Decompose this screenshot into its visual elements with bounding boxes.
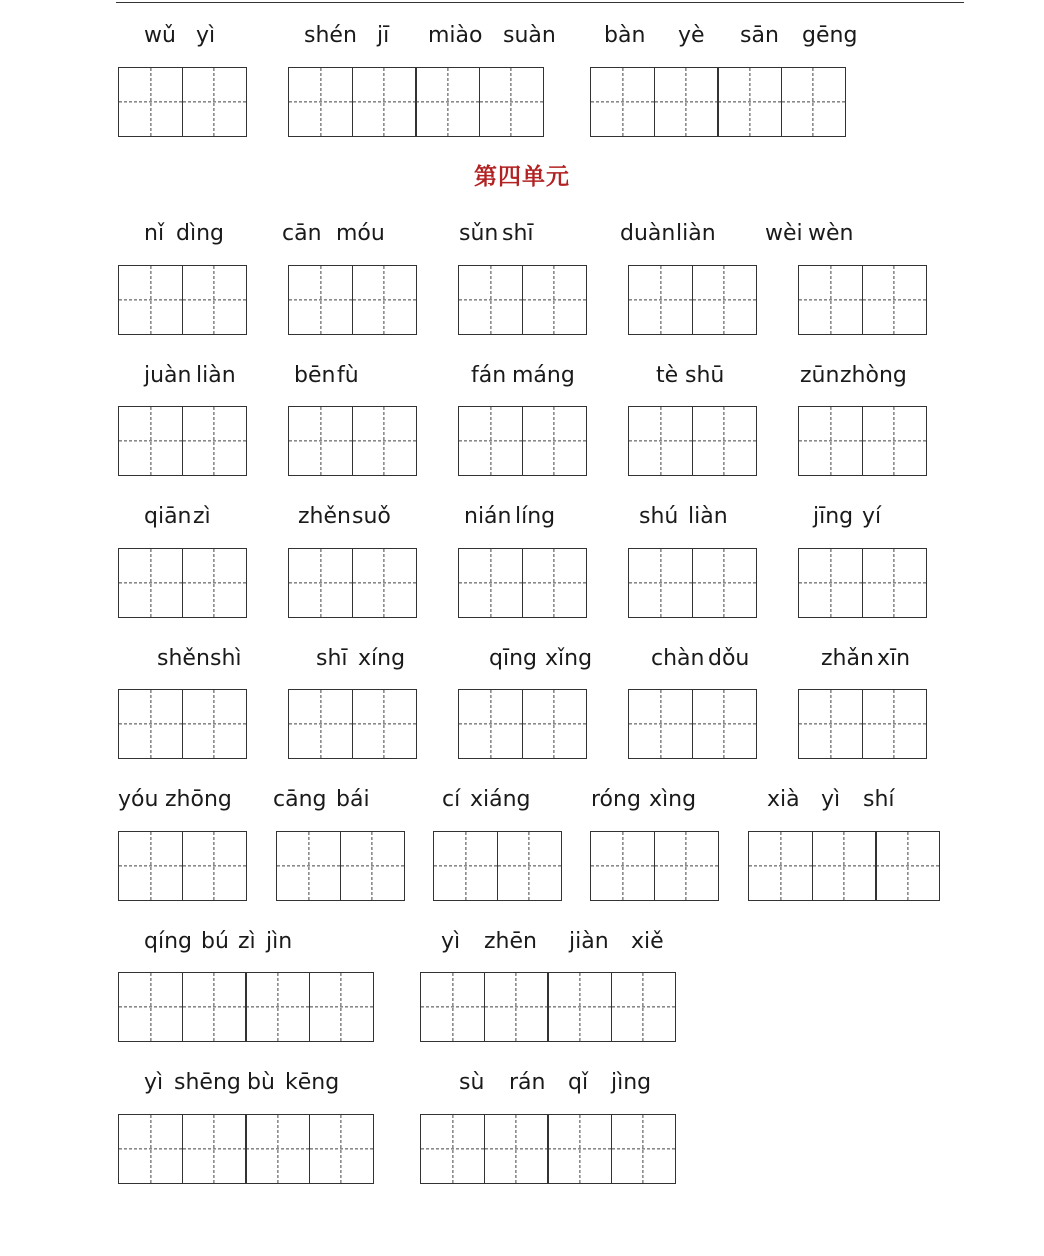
pinyin-syllable: shěn xyxy=(157,646,210,671)
pinyin-syllable: chàn xyxy=(651,646,705,671)
tianzige-writing-cell[interactable] xyxy=(611,972,676,1042)
pinyin-syllable: dìng xyxy=(176,221,224,246)
pinyin-syllable: shì xyxy=(210,646,242,671)
pinyin-syllable: cān xyxy=(282,221,322,246)
pinyin-syllable: yè xyxy=(678,23,705,48)
tianzige-writing-cell[interactable] xyxy=(352,265,417,335)
tianzige-writing-cell[interactable] xyxy=(182,548,247,618)
pinyin-syllable: suàn xyxy=(503,23,556,48)
tianzige-writing-cell[interactable] xyxy=(245,972,310,1042)
tianzige-writing-cell[interactable] xyxy=(458,265,523,335)
tianzige-writing-cell[interactable] xyxy=(182,689,247,759)
character-box-group xyxy=(288,689,417,759)
pinyin-syllable: xíng xyxy=(358,646,406,671)
pinyin-syllable: nǐ xyxy=(144,221,165,246)
pinyin-syllable: yì xyxy=(196,23,216,48)
pinyin-syllable: jìn xyxy=(266,929,293,954)
pinyin-syllable: móu xyxy=(336,221,385,246)
pinyin-syllable: bú xyxy=(201,929,229,954)
pinyin-syllable: liàn xyxy=(688,504,728,529)
pinyin-syllable: yí xyxy=(862,504,882,529)
tianzige-writing-cell[interactable] xyxy=(522,265,587,335)
tianzige-writing-cell[interactable] xyxy=(415,67,480,137)
top-divider xyxy=(116,2,964,3)
pinyin-syllable: bàn xyxy=(604,23,646,48)
character-box-group xyxy=(433,831,562,901)
tianzige-writing-cell[interactable] xyxy=(182,1114,247,1184)
pinyin-syllable: qīng xyxy=(489,646,537,671)
tianzige-writing-cell[interactable] xyxy=(420,972,485,1042)
pinyin-syllable: dǒu xyxy=(708,646,750,671)
tianzige-writing-cell[interactable] xyxy=(590,67,655,137)
tianzige-writing-cell[interactable] xyxy=(182,67,247,137)
tianzige-writing-cell[interactable] xyxy=(288,548,353,618)
character-box-group xyxy=(590,831,719,901)
pinyin-syllable: liàn xyxy=(676,221,716,246)
pinyin-syllable: shēng xyxy=(174,1070,241,1095)
pinyin-syllable: líng xyxy=(515,504,556,529)
character-box-group xyxy=(118,67,247,137)
pinyin-syllable: wǔ xyxy=(144,23,176,48)
character-box-group xyxy=(628,548,757,618)
pinyin-syllable: zhǎn xyxy=(821,646,874,671)
pinyin-syllable: jiàn xyxy=(569,929,609,954)
tianzige-writing-cell[interactable] xyxy=(420,1114,485,1184)
pinyin-syllable: xiě xyxy=(631,929,664,954)
pinyin-syllable: wèi xyxy=(765,221,803,246)
pinyin-syllable: zhòng xyxy=(840,363,907,388)
tianzige-writing-cell[interactable] xyxy=(628,265,693,335)
character-box-group xyxy=(458,689,587,759)
tianzige-writing-cell[interactable] xyxy=(245,1114,310,1184)
pinyin-syllable: jī xyxy=(377,23,390,48)
section-title: 第四单元 xyxy=(474,164,570,190)
tianzige-writing-cell[interactable] xyxy=(118,831,183,901)
pinyin-syllable: shén xyxy=(304,23,357,48)
pinyin-syllable: bēn xyxy=(294,363,336,388)
tianzige-writing-cell[interactable] xyxy=(352,406,417,476)
pinyin-syllable: bái xyxy=(336,787,370,812)
tianzige-writing-cell[interactable] xyxy=(611,1114,676,1184)
pinyin-syllable: yì xyxy=(144,1070,164,1095)
character-box-group xyxy=(276,831,405,901)
tianzige-writing-cell[interactable] xyxy=(352,689,417,759)
tianzige-writing-cell[interactable] xyxy=(875,831,940,901)
character-box-group xyxy=(590,67,846,137)
pinyin-syllable: xià xyxy=(767,787,800,812)
tianzige-writing-cell[interactable] xyxy=(547,972,612,1042)
tianzige-writing-cell[interactable] xyxy=(182,265,247,335)
tianzige-writing-cell[interactable] xyxy=(812,831,877,901)
pinyin-syllable: máng xyxy=(512,363,575,388)
tianzige-writing-cell[interactable] xyxy=(522,548,587,618)
character-box-group xyxy=(628,406,757,476)
pinyin-syllable: nián xyxy=(464,504,512,529)
tianzige-writing-cell[interactable] xyxy=(118,972,183,1042)
tianzige-writing-cell[interactable] xyxy=(798,548,863,618)
pinyin-syllable: yì xyxy=(821,787,841,812)
tianzige-writing-cell[interactable] xyxy=(522,406,587,476)
tianzige-writing-cell[interactable] xyxy=(748,831,813,901)
tianzige-writing-cell[interactable] xyxy=(654,67,719,137)
tianzige-writing-cell[interactable] xyxy=(628,406,693,476)
character-box-group xyxy=(288,265,417,335)
pinyin-syllable: bù xyxy=(247,1070,275,1095)
pinyin-syllable: zhěn xyxy=(298,504,351,529)
tianzige-writing-cell[interactable] xyxy=(798,406,863,476)
pinyin-syllable: kēng xyxy=(285,1070,340,1095)
pinyin-syllable: shū xyxy=(685,363,725,388)
character-box-group xyxy=(798,548,927,618)
tianzige-writing-cell[interactable] xyxy=(118,1114,183,1184)
character-box-group xyxy=(118,1114,374,1184)
pinyin-syllable: shī xyxy=(502,221,534,246)
character-box-group xyxy=(798,406,927,476)
pinyin-syllable: cí xyxy=(442,787,461,812)
character-box-group xyxy=(748,831,940,901)
character-box-group xyxy=(118,689,247,759)
character-box-group xyxy=(628,265,757,335)
pinyin-syllable: miào xyxy=(428,23,483,48)
character-box-group xyxy=(798,265,927,335)
tianzige-writing-cell[interactable] xyxy=(276,831,341,901)
tianzige-writing-cell[interactable] xyxy=(798,689,863,759)
pinyin-syllable: zì xyxy=(238,929,256,954)
pinyin-syllable: fán xyxy=(471,363,507,388)
tianzige-writing-cell[interactable] xyxy=(458,548,523,618)
pinyin-syllable: zhēn xyxy=(484,929,537,954)
pinyin-syllable: yóu xyxy=(118,787,159,812)
pinyin-syllable: zhōng xyxy=(165,787,232,812)
pinyin-syllable: gēng xyxy=(802,23,858,48)
tianzige-writing-cell[interactable] xyxy=(352,548,417,618)
tianzige-writing-cell[interactable] xyxy=(628,548,693,618)
pinyin-syllable: xīn xyxy=(877,646,911,671)
character-box-group xyxy=(420,972,676,1042)
pinyin-syllable: yì xyxy=(441,929,461,954)
character-box-group xyxy=(288,548,417,618)
pinyin-syllable: zūn xyxy=(800,363,840,388)
pinyin-syllable: sǔn xyxy=(459,221,499,246)
tianzige-writing-cell[interactable] xyxy=(497,831,562,901)
tianzige-writing-cell[interactable] xyxy=(692,689,757,759)
tianzige-writing-cell[interactable] xyxy=(182,972,247,1042)
tianzige-writing-cell[interactable] xyxy=(862,548,927,618)
tianzige-writing-cell[interactable] xyxy=(309,972,374,1042)
pinyin-syllable: qíng xyxy=(144,929,192,954)
tianzige-writing-cell[interactable] xyxy=(288,689,353,759)
character-box-group xyxy=(118,972,374,1042)
tianzige-writing-cell[interactable] xyxy=(458,689,523,759)
tianzige-writing-cell[interactable] xyxy=(182,831,247,901)
pinyin-syllable: róng xyxy=(591,787,641,812)
tianzige-writing-cell[interactable] xyxy=(547,1114,612,1184)
character-box-group xyxy=(458,548,587,618)
character-box-group xyxy=(118,265,247,335)
character-box-group xyxy=(798,689,927,759)
pinyin-syllable: juàn xyxy=(144,363,192,388)
pinyin-syllable: shí xyxy=(863,787,895,812)
tianzige-writing-cell[interactable] xyxy=(118,689,183,759)
pinyin-syllable: zì xyxy=(193,504,211,529)
pinyin-syllable: xiáng xyxy=(470,787,531,812)
pinyin-syllable: sān xyxy=(740,23,779,48)
pinyin-syllable: duàn xyxy=(620,221,676,246)
pinyin-syllable: jìng xyxy=(611,1070,652,1095)
pinyin-syllable: suǒ xyxy=(352,504,391,529)
pinyin-syllable: sù xyxy=(459,1070,485,1095)
tianzige-writing-cell[interactable] xyxy=(781,67,846,137)
tianzige-writing-cell[interactable] xyxy=(862,689,927,759)
pinyin-syllable: qǐ xyxy=(568,1070,589,1095)
character-box-group xyxy=(458,265,587,335)
tianzige-writing-cell[interactable] xyxy=(288,265,353,335)
tianzige-writing-cell[interactable] xyxy=(628,689,693,759)
tianzige-writing-cell[interactable] xyxy=(862,265,927,335)
character-box-group xyxy=(118,548,247,618)
pinyin-syllable: qiān xyxy=(144,504,192,529)
tianzige-writing-cell[interactable] xyxy=(692,406,757,476)
tianzige-writing-cell[interactable] xyxy=(118,548,183,618)
pinyin-syllable: liàn xyxy=(196,363,236,388)
tianzige-writing-cell[interactable] xyxy=(352,67,417,137)
character-box-group xyxy=(288,67,544,137)
tianzige-writing-cell[interactable] xyxy=(692,548,757,618)
pinyin-syllable: rán xyxy=(509,1070,546,1095)
character-box-group xyxy=(628,689,757,759)
tianzige-writing-cell[interactable] xyxy=(798,265,863,335)
pinyin-syllable: wèn xyxy=(808,221,854,246)
tianzige-writing-cell[interactable] xyxy=(522,689,587,759)
character-box-group xyxy=(118,831,247,901)
pinyin-syllable: shú xyxy=(639,504,679,529)
tianzige-writing-cell[interactable] xyxy=(118,265,183,335)
character-box-group xyxy=(420,1114,676,1184)
tianzige-writing-cell[interactable] xyxy=(118,406,183,476)
tianzige-writing-cell[interactable] xyxy=(654,831,719,901)
tianzige-writing-cell[interactable] xyxy=(288,67,353,137)
tianzige-writing-cell[interactable] xyxy=(484,972,549,1042)
tianzige-writing-cell[interactable] xyxy=(118,67,183,137)
tianzige-writing-cell[interactable] xyxy=(862,406,927,476)
pinyin-syllable: fù xyxy=(337,363,359,388)
pinyin-syllable: shī xyxy=(316,646,348,671)
character-box-group xyxy=(118,406,247,476)
tianzige-writing-cell[interactable] xyxy=(433,831,498,901)
pinyin-syllable: xìng xyxy=(649,787,697,812)
pinyin-syllable: cāng xyxy=(273,787,327,812)
tianzige-writing-cell[interactable] xyxy=(717,67,782,137)
tianzige-writing-cell[interactable] xyxy=(484,1114,549,1184)
pinyin-syllable: jīng xyxy=(813,504,854,529)
character-box-group xyxy=(458,406,587,476)
tianzige-writing-cell[interactable] xyxy=(590,831,655,901)
tianzige-writing-cell[interactable] xyxy=(458,406,523,476)
pinyin-syllable: xǐng xyxy=(545,646,593,671)
tianzige-writing-cell[interactable] xyxy=(182,406,247,476)
tianzige-writing-cell[interactable] xyxy=(340,831,405,901)
tianzige-writing-cell[interactable] xyxy=(288,406,353,476)
character-box-group xyxy=(288,406,417,476)
pinyin-syllable: tè xyxy=(656,363,679,388)
tianzige-writing-cell[interactable] xyxy=(692,265,757,335)
tianzige-writing-cell[interactable] xyxy=(479,67,544,137)
tianzige-writing-cell[interactable] xyxy=(309,1114,374,1184)
